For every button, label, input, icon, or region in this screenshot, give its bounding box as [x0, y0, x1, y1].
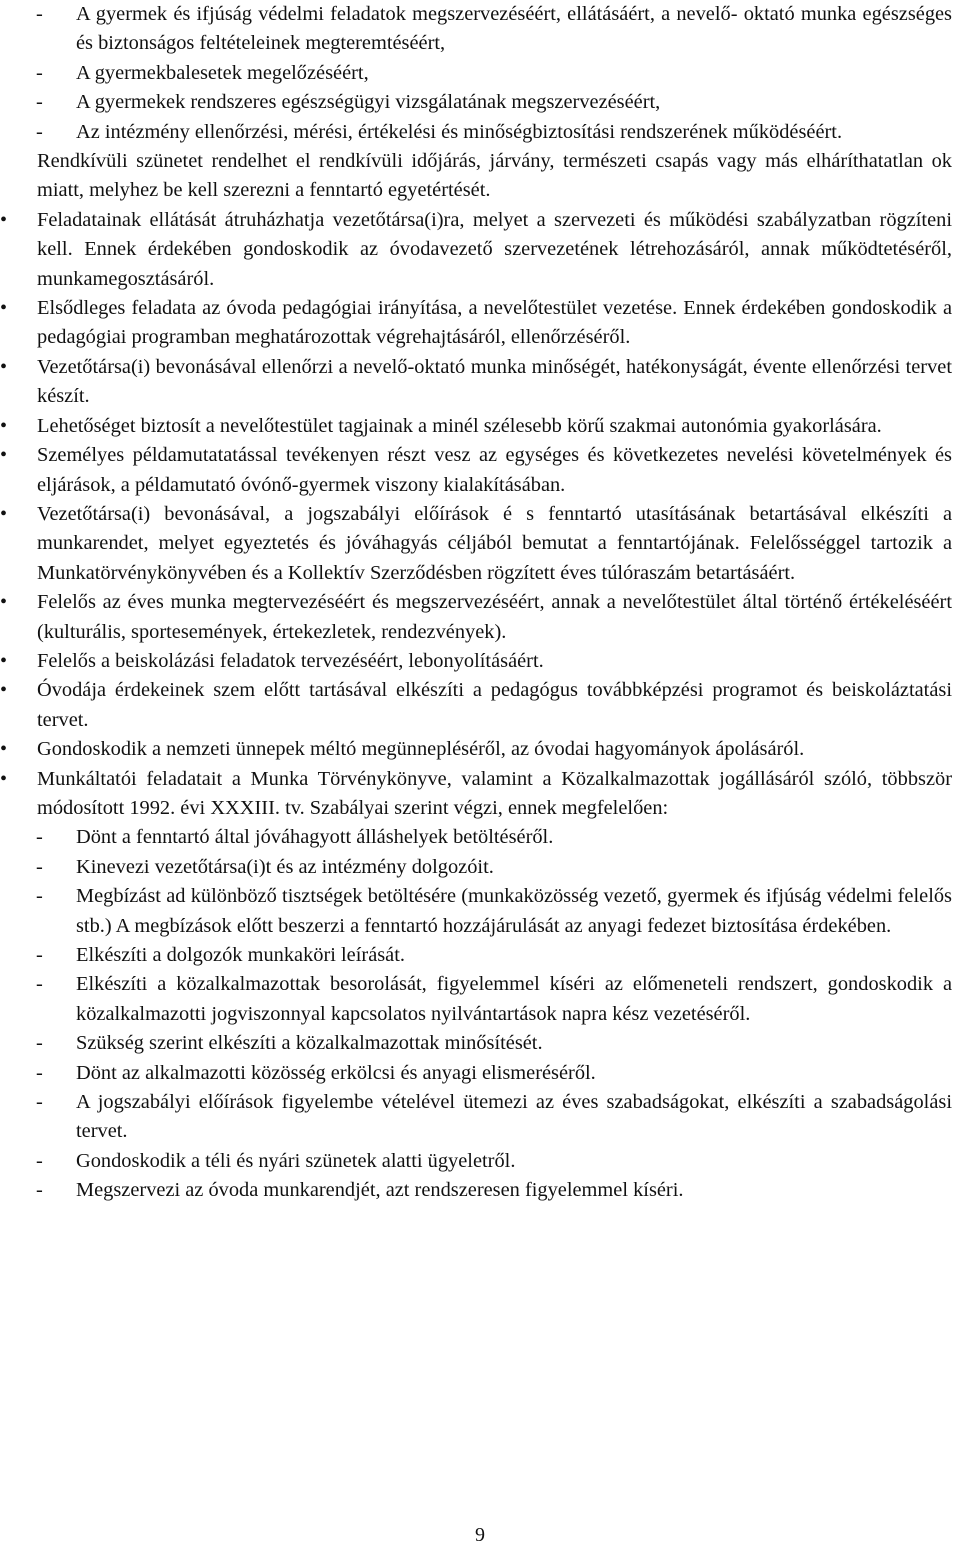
- dash-marker: -: [36, 1179, 43, 1202]
- bullet-item: [0, 206, 952, 294]
- list-item: [0, 823, 952, 852]
- bullet-item-text: Munkáltatói feladatait a Munka Törvénykönyve, valamint a Közalkalmazottak jogállásáról szóló, többször módosított 1992. évi XXXIII. tv. Szabályai szerint végzi, ennek megfelelően:: [37, 767, 952, 819]
- bullet-item: [0, 647, 952, 676]
- bullet-item: [0, 500, 952, 588]
- dash-marker: -: [36, 944, 43, 966]
- bullet-marker: •: [0, 444, 8, 467]
- dash-marker: -: [36, 1149, 43, 1172]
- bullet-item: [0, 765, 952, 824]
- list-item-text: Az intézmény ellenőrzési, mérési, értékelési és minőségbiztosítási rendszerének működéséért.: [76, 120, 843, 143]
- bullet-item: [0, 441, 952, 500]
- bullet-item: [0, 353, 952, 412]
- list-item: [0, 970, 952, 1029]
- list-item: [0, 853, 952, 882]
- page-number: 9: [475, 1524, 485, 1546]
- bullet-item: [0, 294, 952, 353]
- bullet-marker: •: [0, 208, 8, 231]
- list-item: [0, 1088, 952, 1147]
- bullet-item-text: Felelős a beiskolázási feladatok tervezéséért, lebonyolításáért.: [37, 649, 544, 672]
- bullet-item: [0, 676, 952, 735]
- dash-marker: -: [36, 91, 43, 114]
- bullet-item-text: Lehetőséget biztosít a nevelőtestület tagjainak a minél szélesebb körű szakmai autonómia gyakorlására.: [37, 414, 882, 437]
- bullet-item-text: Felelős az éves munka megtervezéséért és megszervezéséért, annak a nevelőtestület által történő értékeléséért (kulturális, sportesemények, értekezletek, rendezvények).: [37, 591, 952, 643]
- dash-marker: -: [36, 855, 43, 878]
- bullet-marker: •: [0, 502, 8, 525]
- list-item: [0, 88, 952, 117]
- dash-marker: -: [36, 1091, 43, 1114]
- dash-marker: -: [36, 3, 43, 25]
- list-item-text: Kinevezi vezetőtársa(i)t és az intézmény dolgozóit.: [76, 855, 494, 878]
- bullet-marker: •: [0, 355, 8, 378]
- list-item: [0, 59, 952, 88]
- bullet-marker: •: [0, 591, 8, 614]
- bullet-item-text: Személyes példamutatatással tevékenyen részt vesz az egységes és következetes nevelési követelmények és eljárások, a példamutató óvónő-gyermek viszony kialakításában.: [37, 444, 952, 496]
- dash-marker: -: [36, 826, 43, 849]
- list-item-text: Szükség szerint elkészíti a közalkalmazottak minősítését.: [76, 1032, 543, 1055]
- list-item: [0, 1029, 952, 1058]
- bullet-item: [0, 735, 952, 764]
- bullet-item-text: Vezetőtársa(i) bevonásával ellenőrzi a nevelő-oktató munka minőségét, hatékonyságát, évente ellenőrzési tervet készít.: [37, 355, 952, 408]
- dash-marker: -: [36, 120, 43, 143]
- dash-marker: -: [36, 973, 43, 996]
- bullet-marker: •: [0, 679, 8, 702]
- list-item-text: Gondoskodik a téli és nyári szünetek alatti ügyeletről.: [76, 1149, 516, 1172]
- dash-marker: -: [36, 1061, 43, 1084]
- bullet-item: [0, 588, 952, 647]
- bullet-marker: •: [0, 414, 8, 437]
- list-item: [0, 0, 952, 59]
- paragraph-text: Rendkívüli szünetet rendelhet el rendkívüli időjárás, járvány, természeti csapás vagy más elháríthatatlan ok miatt, melyhez be kell szerezni a fenntartó egyetértését.: [37, 150, 952, 202]
- list-item-text: Elkészíti a dolgozók munkaköri leírását.: [76, 944, 405, 966]
- list-item: [0, 118, 952, 147]
- bullet-item-text: Elsődleges feladata az óvoda pedagógiai irányítása, a nevelőtestület vezetése. Ennek érdekében gondoskodik a pedagógiai programban meghatározottak végrehajtásáról, ellenőrzéséről.: [37, 297, 952, 349]
- bullet-marker: •: [0, 738, 8, 761]
- bullet-item-text: Feladatainak ellátását átruházhatja vezetőtársa(i)ra, melyet a szervezeti és működési szabályzatban rögzíteni kell. Ennek érdekében gondoskodik az óvodavezető szervezetének létrehozásáról, annak működtetéséről, munkamegosztásáról.: [37, 208, 952, 290]
- list-item: [0, 1059, 952, 1088]
- list-item-text: Dönt az alkalmazotti közösség erkölcsi és anyagi elismeréséről.: [76, 1061, 596, 1084]
- list-item-text: A gyermekek rendszeres egészségügyi vizsgálatának megszervezéséért,: [76, 91, 661, 114]
- bullet-marker: •: [0, 297, 8, 320]
- list-item: [0, 882, 952, 941]
- list-item-text: Dönt a fenntartó által jóváhagyott álláshelyek betöltéséről.: [76, 826, 554, 849]
- list-item-text: A gyermek és ifjúság védelmi feladatok megszervezéséért, ellátásáért, a nevelő- oktató munka egészséges és biztonságos feltételeinek megteremtéséért,: [76, 3, 952, 55]
- bullet-item-text: Vezetőtársa(i) bevonásával, a jogszabályi előírások é s fenntartó utasításának betartásával elkészíti a munkarendet, melyet egyeztetés és jóváhagyás céljából bemutat a fenntartójának. Felelősséggel tartozik a Munkatörvénykönyvében és a Kollektív Szerződésben rögzített éves túlóraszám betartásáért.: [37, 502, 952, 584]
- bullet-marker: •: [0, 767, 8, 790]
- dash-marker: -: [36, 885, 43, 908]
- bullet-item: [0, 412, 952, 441]
- bullet-item-text: Óvodája érdekeinek szem előtt tartásával elkészíti a pedagógus továbbképzési programot és beiskoláztatási tervet.: [37, 679, 952, 731]
- list-item-text: Megbízást ad különböző tisztségek betöltésére (munkaközösség vezető, gyermek és ifjúság védelmi felelős stb.) A megbízások előtt beszerzi a fenntartó hozzájárulását az anyagi fedezet biztosítása érdekében.: [76, 885, 952, 937]
- bullet-marker: •: [0, 649, 8, 672]
- dash-marker: -: [36, 61, 43, 84]
- list-item: [0, 941, 952, 970]
- list-item-text: A jogszabályi előírások figyelembe vételével ütemezi az éves szabadságokat, elkészíti a szabadságolási tervet.: [76, 1091, 952, 1143]
- dash-marker: -: [36, 1032, 43, 1055]
- list-item: [0, 1176, 952, 1205]
- bullet-item-text: Gondoskodik a nemzeti ünnepek méltó megünnepléséről, az óvodai hagyományok ápolásáról.: [37, 738, 805, 761]
- list-item-text: Elkészíti a közalkalmazottak besorolását, figyelemmel kíséri az előmeneteli rendszert, gondoskodik a közalkalmazotti jogviszonnyal kapcsolatos nyilvántartások napra kész vezetéséről.: [76, 973, 952, 1025]
- paragraph: [0, 147, 952, 206]
- list-item-text: Megszervezi az óvoda munkarendjét, azt rendszeresen figyelemmel kíséri.: [76, 1179, 684, 1202]
- list-item: [0, 1147, 952, 1176]
- list-item-text: A gyermekbalesetek megelőzéséért,: [76, 61, 369, 84]
